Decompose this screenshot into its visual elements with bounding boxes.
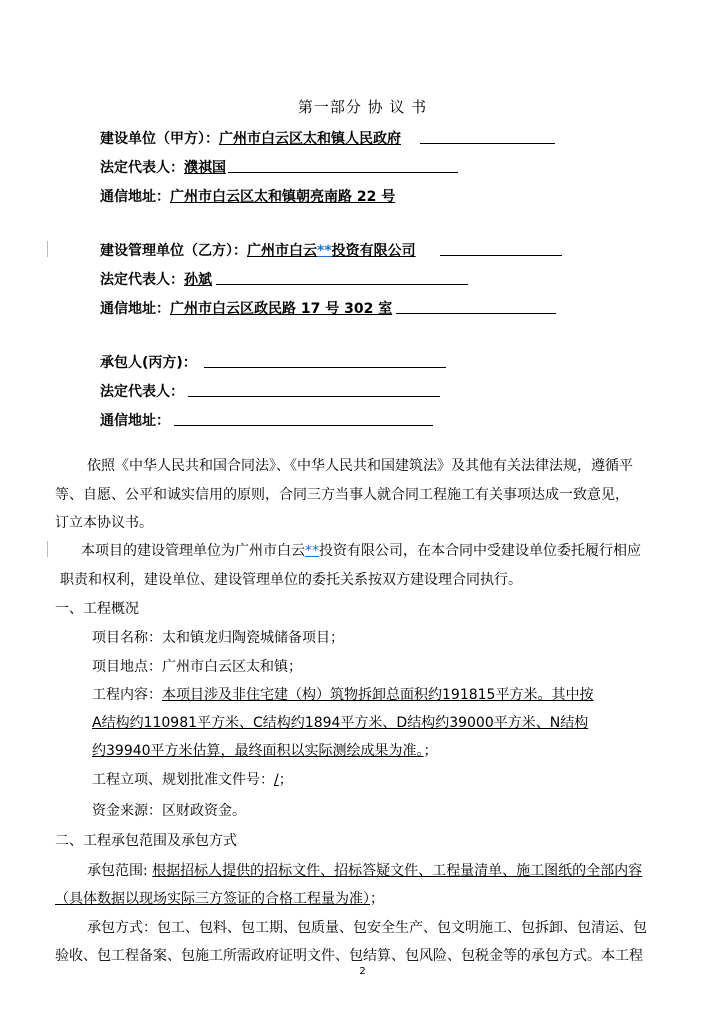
- project-location-value: 广州市白云区太和镇；: [162, 659, 302, 675]
- party-b-addr-value: 广州市白云区政民路 17 号 302 室: [170, 301, 393, 317]
- project-content-text-1: 本项目涉及非住宅建（构）筑物拆卸总面积约191815平方米。其中按: [162, 687, 594, 703]
- party-a-rep-underline: [228, 172, 458, 173]
- party-b-addr-underline: [396, 313, 556, 314]
- funding-label: 资金来源：: [92, 803, 162, 819]
- party-b-unit-value-2: 投资有限公司: [331, 243, 416, 259]
- party-b-rep-underline: [216, 284, 468, 285]
- funding-value: 区财政资金。: [162, 803, 246, 819]
- project-location-label: 项目地点：: [92, 659, 162, 675]
- project-content-label: 工程内容：: [92, 687, 162, 703]
- approval-end: ；: [278, 772, 293, 788]
- party-c-addr-underline: [174, 425, 433, 426]
- page-title: 第一部分 协 议 书: [297, 98, 428, 116]
- party-b-unit-value-1: 广州市白云: [247, 243, 317, 259]
- margin-mark: [47, 541, 48, 557]
- scope-line2: [55, 888, 384, 908]
- scope-line1: [87, 860, 642, 880]
- party-b-addr-line: [100, 298, 392, 318]
- party-c-addr-label: 通信地址：: [100, 413, 170, 429]
- party-a-unit-line: [100, 128, 401, 148]
- project-content-line1: [92, 684, 593, 704]
- party-c-unit-underline: [204, 367, 446, 368]
- paragraph2-stars: **: [305, 543, 319, 559]
- party-b-unit-stars: **: [317, 243, 332, 259]
- section2-heading: 二、工程承包范围及承包方式: [55, 833, 237, 849]
- method-line1: 承包方式：包工、包料、包工期、包质量、包安全生产、包文明施工、包拆卸、包清运、包: [87, 920, 647, 936]
- project-name-value: 太和镇龙归陶瓷城储备项目；: [162, 630, 344, 646]
- project-content-line2: A结构约110981平方米、C结构约1894平方米、D结构约39000平方米、N结构: [92, 715, 589, 731]
- party-a-unit-label: 建设单位（甲方）：: [100, 131, 219, 147]
- scope-text-1: 根据招标人提供的招标文件、招标答疑文件、工程量清单、施工图纸的全部内容: [152, 863, 643, 879]
- paragraph2-line2: 职责和权利，建设单位、建设管理单位的委托关系按双方建设理合同执行。: [60, 572, 522, 588]
- party-a-rep-value: 濮祺国: [184, 160, 226, 176]
- project-name-line: [92, 627, 344, 647]
- party-c-unit-label: 承包人(丙方)：: [100, 355, 197, 371]
- party-b-rep-line: [100, 269, 212, 289]
- party-b-unit-label: 建设管理单位（乙方）：: [100, 243, 247, 259]
- project-content-end: ；: [423, 743, 438, 759]
- approval-value: /: [274, 772, 279, 788]
- paragraph1-line2: 等、自愿、公平和诚实信用的原则，合同三方当事人就合同工程施工有关事项达成一致意见，: [55, 487, 629, 503]
- paragraph2-text-a: 本项目的建设管理单位为广州市白云: [81, 543, 305, 559]
- party-a-rep-label: 法定代表人：: [100, 160, 184, 176]
- project-content-line3: [92, 740, 438, 760]
- paragraph1-line3: 订立本协议书。: [55, 515, 153, 531]
- margin-mark: [47, 241, 48, 257]
- party-b-unit-underline: [440, 255, 562, 256]
- method-line2: 验收、包工程备案、包施工所需政府证明文件、包结算、包风险、包税金等的承包方式。本工程: [55, 948, 643, 964]
- party-b-rep-label: 法定代表人：: [100, 272, 184, 288]
- party-c-rep-underline: [188, 396, 440, 397]
- paragraph1-line1: 依照《中华人民共和国合同法》、《中华人民共和国建筑法》及其他有关法律法规，遵循平: [87, 458, 633, 474]
- approval-label: 工程立项、规划批准文件号：: [92, 772, 274, 788]
- party-b-unit-line: [100, 240, 416, 260]
- page-number: 2: [359, 966, 366, 977]
- funding-line: [92, 800, 246, 820]
- party-b-addr-label: 通信地址：: [100, 301, 170, 317]
- scope-label: 承包范围:: [87, 863, 153, 879]
- project-location-line: [92, 656, 302, 676]
- party-a-addr-line: [100, 186, 395, 206]
- party-b-rep-value: 孙斌: [184, 272, 212, 288]
- paragraph2-text-b: 投资有限公司，在本合同中受建设单位委托履行相应: [319, 543, 641, 559]
- paragraph2-line1: [81, 540, 641, 560]
- party-c-rep-label: 法定代表人：: [100, 384, 184, 400]
- project-name-label: 项目名称：: [92, 630, 162, 646]
- party-a-unit-underline: [420, 143, 555, 144]
- project-content-text-3: 约39940平方米估算，最终面积以实际测绘成果为准。: [92, 743, 424, 759]
- party-a-addr-label: 通信地址：: [100, 189, 170, 205]
- party-a-rep-line: [100, 157, 226, 177]
- party-a-unit-value: 广州市白云区太和镇人民政府: [219, 131, 401, 147]
- scope-text-2: （具体数据以现场实际三方签证的合格工程量为准）: [55, 891, 370, 907]
- section1-heading: 一、工程概况: [55, 601, 139, 617]
- scope-end: ；: [370, 891, 384, 907]
- approval-line: [92, 769, 293, 789]
- party-a-addr-value: 广州市白云区太和镇朝亮南路 22 号: [170, 189, 396, 205]
